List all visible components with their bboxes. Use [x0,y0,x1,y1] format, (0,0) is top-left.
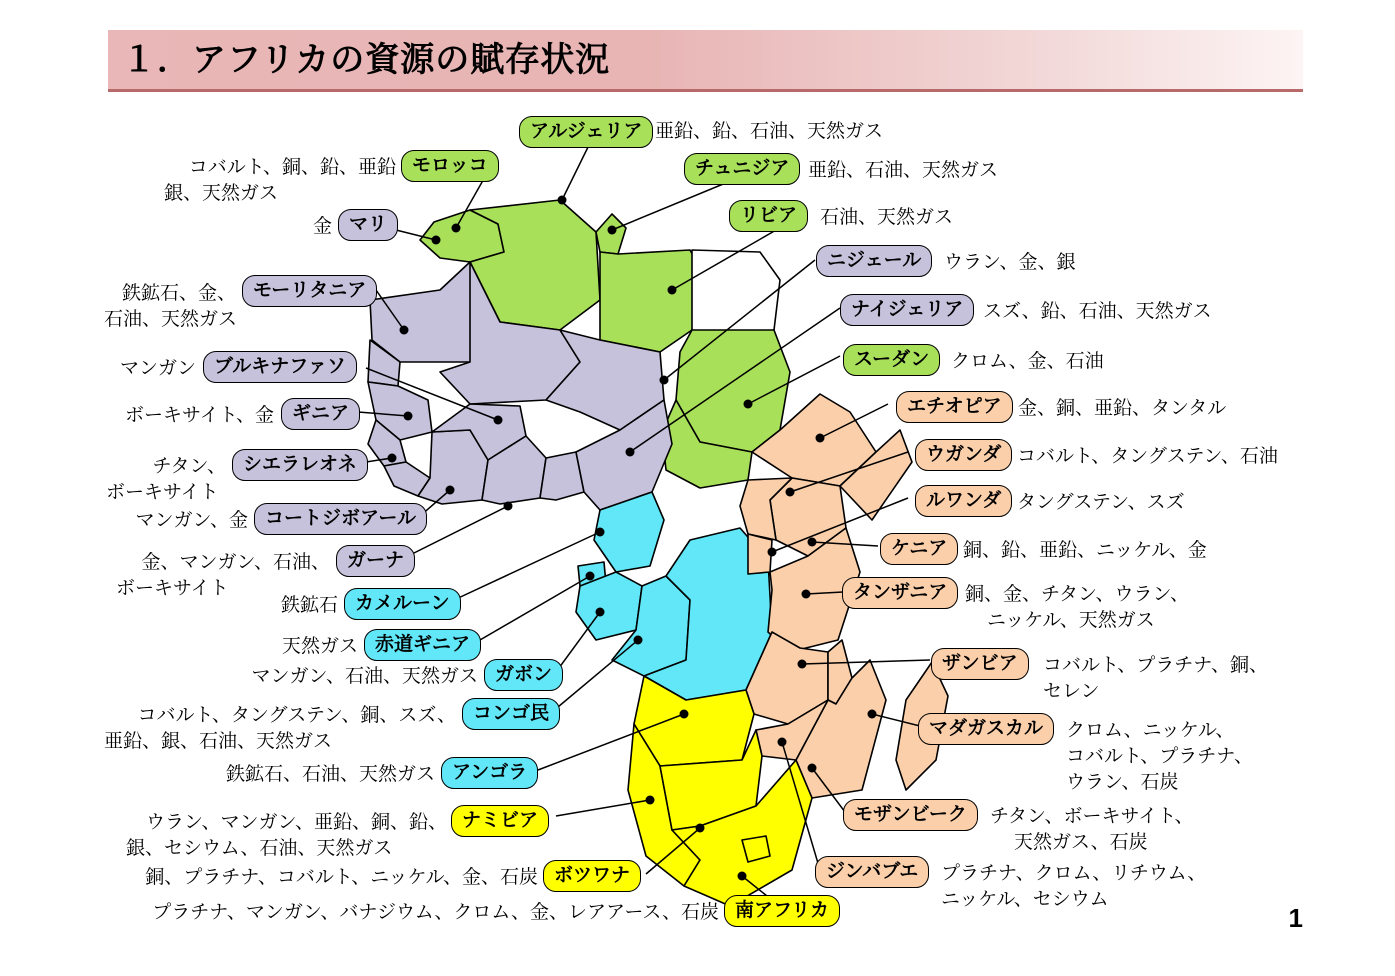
country-label-south-africa[interactable]: 南アフリカ [724,895,840,927]
resources-madagascar-line3: ウラン、石炭 [1066,772,1179,793]
country-label-gabon[interactable]: ガボン [484,659,563,691]
country-label-burkina-faso[interactable]: ブルキナファソ [203,351,357,383]
country-label-nigeria[interactable]: ナイジェリア [840,294,974,326]
country-label-cameroon[interactable]: カメルーン [344,588,461,620]
resources-sierra-line1: チタン、 [152,456,226,477]
resources-burkina: マンガン [119,358,196,379]
country-label-mauritania[interactable]: モーリタニア [242,275,377,307]
resources-drc-line1: コバルト、タングステン、銅、スズ、 [137,705,456,726]
country-label-niger[interactable]: ニジェール [816,245,932,277]
resources-sudan: クロム、金、石油 [951,351,1104,372]
country-label-ethiopia[interactable]: エチオピア [896,391,1013,423]
resources-tanzania-line2: ニッケル、天然ガス [987,610,1155,631]
resources-mauritania-line1: 鉄鉱石、金、 [121,283,236,304]
resources-ghana-line1: 金、マンガン、石油、 [141,552,330,573]
resources-botswana: 銅、プラチナ、コバルト、ニッケル、金、石炭 [145,867,538,888]
resources-zimbabwe-line1: プラチナ、クロム、リチウム、 [941,863,1207,884]
resources-gabon: マンガン、石油、天然ガス [251,666,478,687]
resources-zambia-line1: コバルト、プラチナ、銅、 [1043,655,1268,676]
resources-uganda: コバルト、タングステン、石油 [1017,446,1278,467]
page-number: 1 [1288,903,1303,933]
country-label-tunisia[interactable]: チュニジア [684,153,800,185]
page-title: １．アフリカの資源の賦存状況 [122,41,611,79]
country-label-algeria[interactable]: アルジェリア [519,116,653,148]
country-label-sierra-leone[interactable]: シエラレオネ [232,449,368,481]
resources-zambia-line2: セレン [1043,681,1100,702]
country-label-tanzania[interactable]: タンザニア [842,577,958,609]
resources-rwanda: タングステン、スズ [1017,492,1185,513]
resources-mozambique-line2: 天然ガス、石炭 [1014,832,1148,853]
resources-drc-line2: 亜鉛、銀、石油、天然ガス [104,731,333,752]
resources-kenya: 銅、鉛、亜鉛、ニッケル、金 [963,540,1207,561]
resources-mauritania-line2: 石油、天然ガス [104,309,238,330]
resources-tanzania-line1: 銅、金、チタン、ウラン、 [965,584,1190,605]
country-label-libya[interactable]: リビア [729,200,808,232]
country-label-uganda[interactable]: ウガンダ [915,439,1012,471]
country-label-rwanda[interactable]: ルワンダ [915,485,1012,517]
resources-algeria: 亜鉛、鉛、石油、天然ガス [655,121,884,142]
resources-ghana-line2: ボーキサイト [116,578,229,599]
country-label-angola[interactable]: アンゴラ [441,757,538,789]
country-label-ghana[interactable]: ガーナ [336,545,415,577]
resources-libya: 石油、天然ガス [820,207,954,228]
resources-south-africa: プラチナ、マンガン、バナジウム、クロム、金、レアアース、石炭 [152,902,719,923]
resources-nigeria: スズ、鉛、石油、天然ガス [983,301,1212,322]
resources-cameroon: 鉄鉱石 [280,595,338,616]
resources-namibia-line2: 銀、セシウム、石油、天然ガス [126,838,393,859]
shape-libya [600,250,700,352]
country-label-guinea[interactable]: ギニア [281,398,360,430]
resources-madagascar-line1: クロム、ニッケル、 [1066,720,1235,741]
country-label-zambia[interactable]: ザンビア [931,648,1029,680]
resources-ethiopia: 金、銅、亜鉛、タンタル [1018,398,1227,419]
country-label-eq-guinea[interactable]: 赤道ギニア [364,629,481,661]
country-label-mali[interactable]: マリ [338,209,398,241]
resources-madagascar-line2: コバルト、プラチナ、 [1066,746,1253,767]
country-label-sudan[interactable]: スーダン [843,344,940,376]
resources-morocco-line2: 銀、天然ガス [164,183,279,204]
resources-namibia-line1: ウラン、マンガン、亜鉛、銅、鉛、 [146,812,447,833]
country-label-morocco[interactable]: モロッコ [401,150,499,182]
resources-mozambique-line1: チタン、ボーキサイト、 [990,806,1194,827]
resources-cote: マンガン、金 [135,510,248,531]
resources-eq-guinea: 天然ガス [281,636,358,657]
resources-tunisia: 亜鉛、石油、天然ガス [808,160,999,181]
country-label-kenya[interactable]: ケニア [880,533,958,565]
country-label-drc[interactable]: コンゴ民 [462,698,560,730]
resources-angola: 鉄鉱石、石油、天然ガス [225,764,435,785]
resources-morocco-line1: コバルト、銅、鉛、亜鉛 [188,157,396,178]
resources-sierra-line2: ボーキサイト [106,482,219,503]
resources-mali: 金 [312,216,332,237]
resources-guinea: ボーキサイト、金 [125,405,274,426]
resources-zimbabwe-line2: ニッケル、セシウム [941,889,1109,910]
country-label-mozambique[interactable]: モザンビーク [843,799,978,831]
resources-niger: ウラン、金、銀 [944,252,1076,273]
country-label-botswana[interactable]: ボツワナ [543,860,641,892]
country-label-cote-divoire[interactable]: コートジボアール [254,503,427,535]
country-label-namibia[interactable]: ナミビア [451,805,549,837]
country-label-zimbabwe[interactable]: ジンバブエ [815,856,929,888]
shape-egypt [692,250,780,338]
country-label-madagascar[interactable]: マダガスカル [918,713,1054,745]
